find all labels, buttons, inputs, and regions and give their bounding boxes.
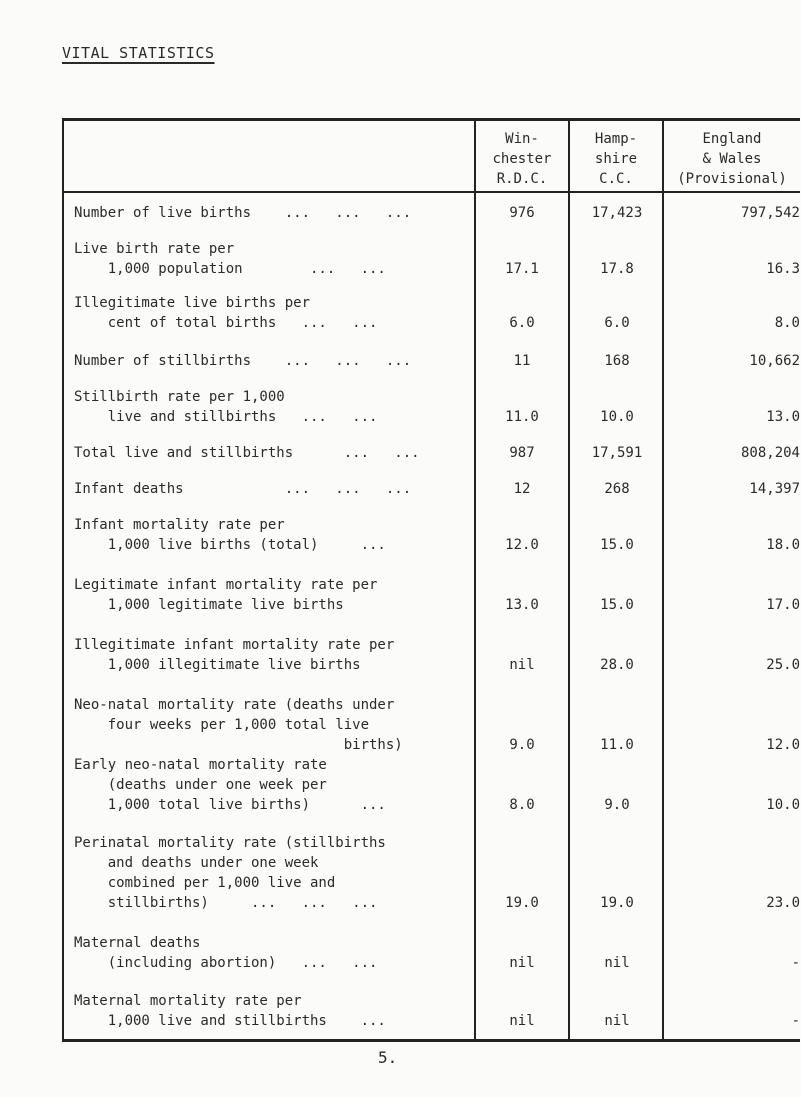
value-england-wales: - [791,1013,800,1029]
row-label: Early neo-natal mortality rate (deaths under one week per 1,000 total live births) ... [74,757,386,813]
header-line: C.C. [599,171,633,187]
header-line: England [702,131,762,147]
value-hampshire: 17,423 [591,205,643,221]
value-england-wales: 17.0 [766,597,800,613]
row-label: Infant mortality rate per 1,000 live births (total) ... [74,517,386,553]
header-line: & Wales [702,151,762,167]
value-hampshire: 6.0 [604,315,630,331]
row-label: Infant deaths ... ... ... [74,481,412,497]
value-winchester: 13.0 [505,597,539,613]
header-line: Win- [505,131,539,147]
value-england-wales: 808,204 [740,445,800,461]
value-winchester: nil [509,955,535,971]
value-england-wales: 12.0 [766,737,800,753]
value-winchester: 19.0 [505,895,539,911]
value-winchester: 9.0 [509,737,535,753]
value-hampshire: 15.0 [600,597,634,613]
value-england-wales: 18.0 [766,537,800,553]
header-england-wales [664,129,800,189]
value-england-wales: 16.3 [766,261,800,277]
value-england-wales: 25.0 [766,657,800,673]
row-label: Maternal mortality rate per 1,000 live and stillbirths ... [74,993,386,1029]
header-winchester [476,129,568,189]
value-hampshire: nil [604,955,630,971]
header-line: Hamp- [594,131,638,147]
value-winchester: 12.0 [505,537,539,553]
vital-statistics-table [62,118,800,1042]
value-hampshire: 19.0 [600,895,634,911]
row-label: Perinatal mortality rate (stillbirths and deaths under one week combined per 1,000 live and stillbirths) ... ... ... [74,835,386,911]
value-winchester: 11.0 [505,409,539,425]
value-hampshire: 17.8 [600,261,634,277]
value-hampshire: nil [604,1013,630,1029]
value-hampshire: 15.0 [600,537,634,553]
row-label: Live birth rate per 1,000 population ... ... [74,241,386,277]
page-number: 5. [378,1048,398,1067]
row-label: Maternal deaths (including abortion) ... ... [74,935,378,971]
value-hampshire: 28.0 [600,657,634,673]
header-line: R.D.C. [496,171,548,187]
value-england-wales: 14,397 [749,481,800,497]
value-hampshire: 17,591 [591,445,643,461]
value-england-wales: 8.0 [774,315,800,331]
value-england-wales: 23.0 [766,895,800,911]
header-hampshire [570,129,662,189]
value-winchester: 987 [509,445,535,461]
value-winchester: 17.1 [505,261,539,277]
header-line: (Provisional) [677,171,787,187]
value-winchester: 6.0 [509,315,535,331]
row-label: Stillbirth rate per 1,000 live and stillbirths ... ... [74,389,378,425]
value-england-wales: 10.0 [766,797,800,813]
value-england-wales: 797,542 [740,205,800,221]
value-hampshire: 9.0 [604,797,630,813]
row-label: Number of live births ... ... ... [74,205,412,221]
value-winchester: 976 [509,205,535,221]
value-england-wales: - [791,955,800,971]
value-winchester: nil [509,1013,535,1029]
row-label: Illegitimate live births per cent of total births ... ... [74,295,378,331]
value-winchester: 8.0 [509,797,535,813]
row-label: Illegitimate infant mortality rate per 1,000 illegitimate live births [74,637,395,673]
header-line: shire [594,151,638,167]
value-england-wales: 10,662 [749,353,800,369]
row-label: Legitimate infant mortality rate per 1,000 legitimate live births [74,577,378,613]
row-label: Total live and stillbirths ... ... [74,445,420,461]
row-label: Number of stillbirths ... ... ... [74,353,412,369]
value-hampshire: 268 [604,481,630,497]
row-label: Neo-natal mortality rate (deaths under four weeks per 1,000 total live births) [74,697,403,753]
value-hampshire: 10.0 [600,409,634,425]
header-line: chester [492,151,552,167]
value-winchester: 11 [513,353,531,369]
value-winchester: 12 [513,481,531,497]
value-winchester: nil [509,657,535,673]
value-england-wales: 13.0 [766,409,800,425]
page-title: VITAL STATISTICS [62,44,215,62]
header-rule [64,191,800,193]
value-hampshire: 168 [604,353,630,369]
value-hampshire: 11.0 [600,737,634,753]
